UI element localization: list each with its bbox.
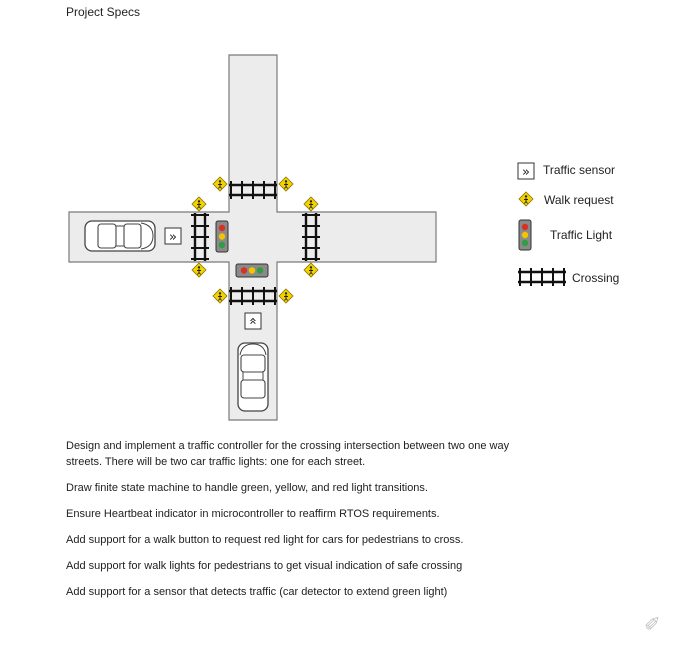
requirement-item: Add support for a sensor that detects traffic (car detector to extend green light) (66, 586, 448, 598)
requirements-intro-line-2: streets. There will be two car traffic lights: one for each street. (66, 456, 366, 468)
legend-crossing-icon (518, 268, 566, 286)
walk-request-button-south-west[interactable] (213, 289, 227, 303)
requirements-intro-line-1: Design and implement a traffic controller for the crossing intersection between two one way (66, 440, 510, 452)
traffic-sensor-horizontal (165, 228, 181, 245)
walk-request-button-east-north[interactable] (304, 197, 318, 211)
legend-label-walk-request: Walk request (544, 193, 614, 207)
walk-request-button-north-west[interactable] (213, 177, 227, 191)
walk-request-button-south-east[interactable] (279, 289, 293, 303)
svg-text:»: » (522, 165, 530, 180)
page-title: Project Specs (66, 5, 141, 19)
legend-label-crossing: Crossing (572, 271, 620, 285)
car-vertical-street (238, 343, 268, 411)
legend-label-traffic-sensor: Traffic sensor (543, 163, 616, 177)
traffic-light-vertical-street (236, 264, 268, 277)
walk-request-button-west-south[interactable] (192, 263, 206, 277)
walk-request-button-west-north[interactable] (192, 197, 206, 211)
traffic-sensor-vertical (245, 313, 261, 329)
legend-traffic-light-icon (519, 220, 531, 250)
walk-request-button-east-south[interactable] (304, 263, 318, 277)
legend-traffic-sensor-icon (518, 163, 534, 180)
annotation-pen-icon[interactable]: ✐ (644, 614, 661, 636)
legend-label-traffic-light: Traffic Light (550, 228, 613, 242)
svg-text:«: « (245, 317, 260, 325)
svg-text:»: » (169, 230, 177, 245)
requirement-item: Draw finite state machine to handle green, yellow, and red light transitions. (66, 482, 428, 494)
requirement-item: Ensure Heartbeat indicator in microcontroller to reaffirm RTOS requirements. (66, 508, 440, 520)
traffic-light-horizontal-street (216, 221, 228, 252)
requirement-item: Add support for a walk button to request red light for cars for pedestrians to cross. (66, 534, 464, 546)
walk-request-button-north-east[interactable] (279, 177, 293, 191)
car-horizontal-street (85, 221, 155, 251)
legend-walk-request-icon (519, 192, 533, 206)
requirement-item: Add support for walk lights for pedestrians to get visual indication of safe crossing (66, 560, 463, 572)
